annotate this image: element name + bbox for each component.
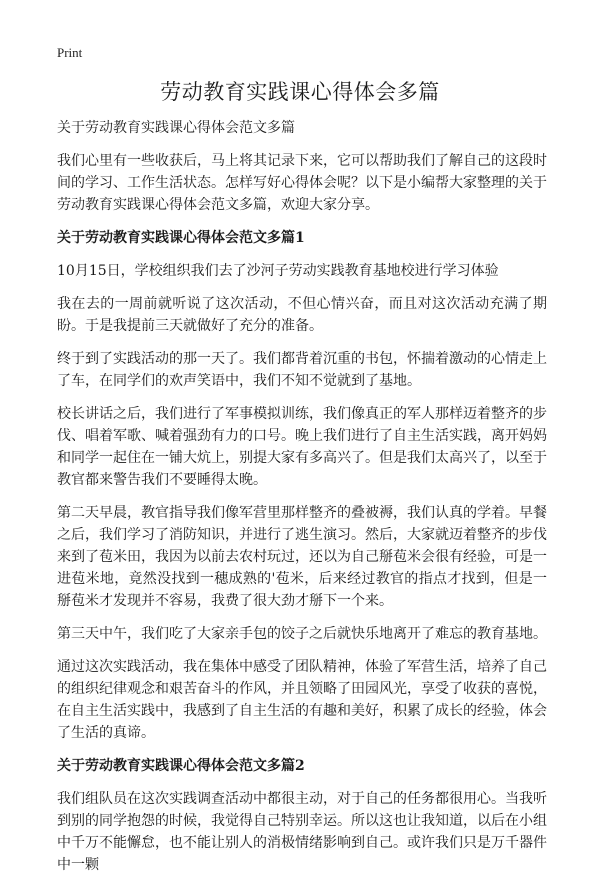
- page-title: 劳动教育实践课心得体会多篇: [160, 80, 440, 104]
- section-1-paragraph-1: 10月15日，学校组织我们去了沙河子劳动实践教育基地校进行学习体验: [57, 263, 499, 279]
- intro-paragraph: 我们心里有一些收获后，马上将其记录下来，它可以帮助我们了解自己的这段时间的学习、工作生活状态。怎样写好心得体会呢？以下是小编帮大家整理的关于劳动教育实践课心得体会范文多篇，欢迎大家分享。: [57, 153, 547, 213]
- print-link[interactable]: Print: [57, 45, 83, 60]
- section-1-paragraph-4: 校长讲话之后，我们进行了军事模拟训练，我们像真正的军人那样迈着整齐的步伐、唱着军歌、喊着强劲有力的口号。晚上我们进行了自主生活实践，离开妈妈和同学一起住在一铺大炕上，别提大家有多高兴了。但是我们太高兴了，以至于教官都来警告我们不要睡得太晚。: [57, 406, 547, 488]
- section-heading-1: 关于劳动教育实践课心得体会范文多篇1: [57, 230, 305, 246]
- article-body: [57, 117, 547, 887]
- section-2-paragraph-1: 我们组队员在这次实践调查活动中都很主动，对于自己的任务都很用心。当我听到别的同学抱怨的时候，我觉得自己特别幸运。所以这也让我知道，以后在小组中千万不能懈怠，也不能让别人的消极情绪影响到自己。或许我们只是万千器件中一颗: [57, 791, 547, 873]
- article-subtitle: 关于劳动教育实践课心得体会范文多篇: [57, 120, 295, 136]
- section-1-paragraph-2: 我在去的一周前就听说了这次活动，不但心情兴奋，而且对这次活动充满了期盼。于是我提前三天就做好了充分的准备。: [57, 296, 547, 334]
- section-1-paragraph-5: 第二天早晨，教官指导我们像军营里那样整齐的叠被褥，我们认真的学着。早餐之后，我们学习了消防知识，并进行了逃生演习。然后，大家就迈着整齐的步伐来到了苞米田，我因为以前去农村玩过，还以为自己掰苞米会很有经验，可是一进苞米地，竟然没找到一穗成熟的'苞米，后来经过教官的指点才找到，但是一掰苞米才发现并不容易，我费了很大劲才掰下一个来。: [57, 505, 547, 609]
- section-1-paragraph-7: 通过这次实践活动，我在集体中感受了团队精神，体验了军营生活，培养了自己的组织纪律观念和艰苦奋斗的作风，并且领略了田园风光，享受了收获的喜悦，在自主生活实践中，我感到了自主生活的有趣和美好，积累了成长的经验，体会了生活的真谛。: [57, 659, 547, 741]
- section-1-paragraph-6: 第三天中午，我们吃了大家亲手包的饺子之后就快乐地离开了难忘的教育基地。: [57, 626, 547, 642]
- section-1-paragraph-3: 终于到了实践活动的那一天了。我们都背着沉重的书包，怀揣着激动的心情走上了车，在同学们的欢声笑语中，我们不知不觉就到了基地。: [57, 351, 547, 389]
- section-heading-2: 关于劳动教育实践课心得体会范文多篇2: [57, 758, 305, 774]
